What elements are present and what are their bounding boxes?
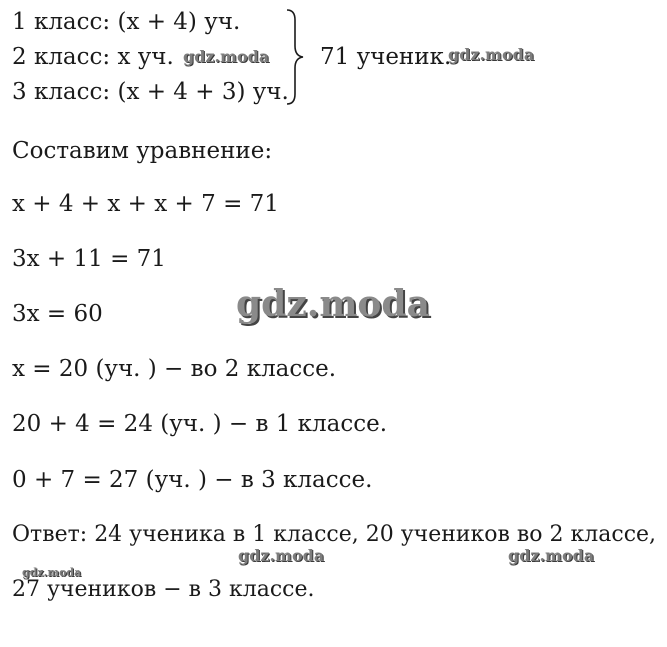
system-line-3: 3 класс: (x + 4 + 3) уч.	[12, 79, 289, 105]
intro-text: Составим уравнение:	[12, 138, 273, 164]
watermark: gdz.moda	[22, 566, 82, 579]
answer-line-1: Ответ: 24 ученика в 1 классе, 20 учеников во 2 классе,	[12, 522, 657, 547]
system-line-1: 1 класс: (x + 4) уч.	[12, 9, 241, 35]
watermark: gdz.moda	[448, 45, 535, 64]
equation-6: 0 + 7 = 27 (уч. ) − в 3 классе.	[12, 467, 373, 493]
equation-5: 20 + 4 = 24 (уч. ) − в 1 классе.	[12, 411, 388, 437]
equation-2: 3x + 11 = 71	[12, 246, 166, 272]
equation-1: x + 4 + x + x + 7 = 71	[12, 191, 279, 217]
total-students: 71 ученик.	[320, 44, 452, 70]
answer-line-2: 27 учеников − в 3 классе.	[12, 577, 315, 602]
system-line-2: 2 класс: x уч.	[12, 44, 174, 70]
equation-4: x = 20 (уч. ) − во 2 классе.	[12, 356, 337, 382]
watermark: gdz.moda	[236, 283, 430, 325]
watermark: gdz.moda	[508, 546, 595, 565]
curly-brace-icon	[283, 8, 307, 106]
watermark: gdz.moda	[238, 546, 325, 565]
watermark: gdz.moda	[183, 47, 270, 66]
equation-3: 3x = 60	[12, 301, 103, 327]
